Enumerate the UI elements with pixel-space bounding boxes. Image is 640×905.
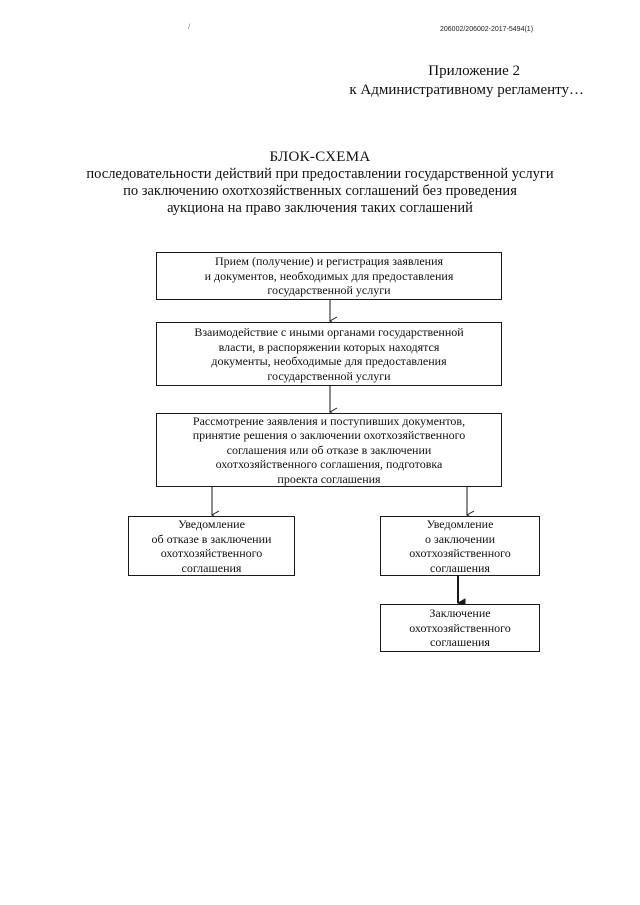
box-text-line: власти, в распоряжении которых находятся xyxy=(218,339,440,354)
step-conclusion-box xyxy=(380,604,540,652)
box-text-line: охотхозяйственного соглашения, подготовка xyxy=(215,457,443,472)
box-text-line: Заключение xyxy=(429,606,491,621)
title-line-4: аукциона на право заключения таких соглашений xyxy=(167,200,473,216)
box-text-line: принятие решения о заключении охотхозяйственного xyxy=(192,428,466,443)
box-text-line: Уведомление xyxy=(426,517,494,531)
step-refusal-notice-box xyxy=(128,516,295,576)
appendix-number: Приложение 2 xyxy=(428,63,520,79)
box-text-line: охотхозяйственного xyxy=(409,546,511,560)
box-text-line: охотхозяйственного xyxy=(160,546,263,560)
box-text-line: проекта соглашения xyxy=(277,471,381,486)
stray-mark: / xyxy=(188,22,191,31)
step-interaction-box xyxy=(156,322,502,386)
box-text-line: государственной услуги xyxy=(267,368,391,383)
box-text-line: об отказе в заключении xyxy=(151,531,272,546)
box-text-line: Рассмотрение заявления и поступивших документов, xyxy=(192,413,466,428)
box-text-line: и документов, необходимых для предоставления xyxy=(204,268,454,283)
title-line-3: по заключению охотхозяйственных соглашений без проведения xyxy=(123,183,517,199)
box-text-line: соглашения или об отказе в заключении xyxy=(226,442,432,457)
step-approval-notice-box xyxy=(380,516,540,576)
appendix-regulation: к Административному регламенту… xyxy=(349,82,584,98)
box-text-line: Взаимодействие с иными органами государственной xyxy=(194,325,464,339)
box-text-line: охотхозяйственного xyxy=(409,620,511,635)
step-reception-box xyxy=(156,252,502,300)
title-line-2: последовательности действий при предоставлении государственной услуги xyxy=(86,166,554,182)
box-text-line: Уведомление xyxy=(178,517,245,531)
box-text-line: соглашения xyxy=(430,560,490,575)
box-text-line: соглашения xyxy=(430,635,490,650)
title-heading: БЛОК-СХЕМА xyxy=(269,149,371,165)
box-text-line: о заключении xyxy=(424,531,496,546)
box-text-line: соглашения xyxy=(181,560,242,575)
document-id: 206002/206002-2017-5494(1) xyxy=(440,26,534,33)
step-review-decision-box xyxy=(156,413,502,487)
box-text-line: документы, необходимые для предоставления xyxy=(211,354,447,368)
box-text-line: Прием (получение) и регистрация заявления xyxy=(214,254,444,269)
box-text-line: государственной услуги xyxy=(267,283,391,298)
